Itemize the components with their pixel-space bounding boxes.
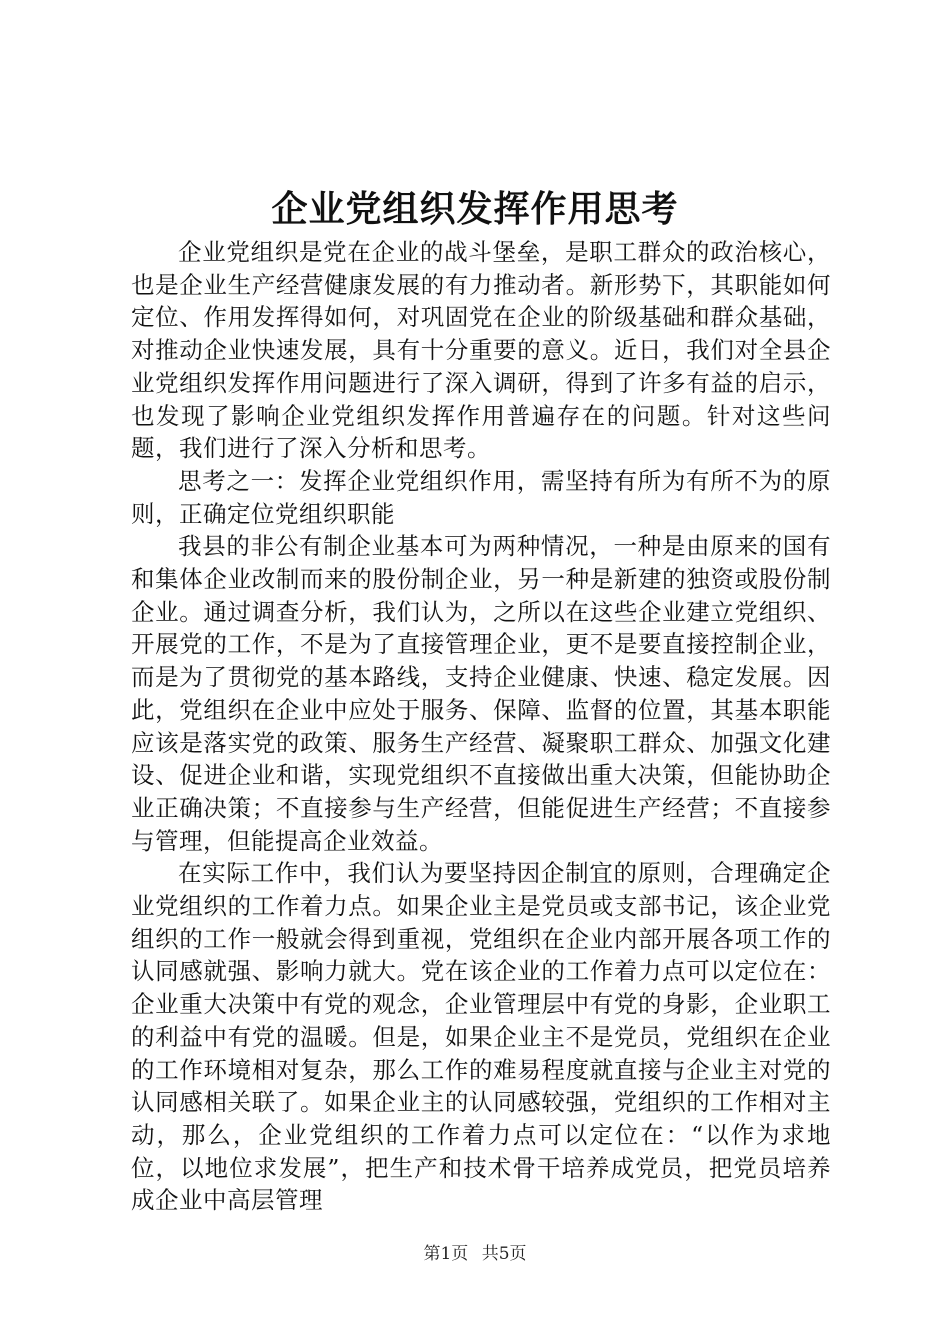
paragraph: 企业党组织是党在企业的战斗堡垒，是职工群众的政治核心，也是企业生产经营健康发展的有力推动者。新形势下，其职能如何定位、作用发挥得如何，对巩固党在企业的阶级基础和群众基础，对推动企业快速发展，具有十分重要的意义。近日，我们对全县企业党组织发挥作用问题进行了深入调研，得到了许多有益的启示，也发现了影响企业党组织发挥作用普遍存在的问题。针对这些问题，我们进行了深入分析和思考。 bbox=[131, 238, 831, 463]
document-title: 企业党组织发挥作用思考 bbox=[271, 188, 679, 230]
paragraph: 我县的非公有制企业基本可为两种情况，一种是由原来的国有和集体企业改制而来的股份制企业，另一种是新建的独资或股份制企业。通过调查分析，我们认为，之所以在这些企业建立党组织、开展党的工作，不是为了直接管理企业，更不是要直接控制企业，而是为了贯彻党的基本路线，支持企业健康、快速、稳定发展。因此，党组织在企业中应处于服务、保障、监督的位置，其基本职能应该是落实党的政策、服务生产经营、凝聚职工群众、加强文化建设、促进企业和谐，实现党组织不直接做出重大决策，但能协助企业正确决策；不直接参与生产经营，但能促进生产经营；不直接参与管理，但能提高企业效益。 bbox=[131, 532, 831, 855]
page-footer bbox=[0, 1242, 950, 1266]
page-number: 第1页 bbox=[423, 1244, 469, 1264]
page-total: 共5页 bbox=[481, 1244, 527, 1264]
document-body bbox=[131, 236, 831, 1217]
paragraph: 在实际工作中，我们认为要坚持因企制宜的原则，合理确定企业党组织的工作着力点。如果企业主是党员或支部书记，该企业党组织的工作一般就会得到重视，党组织在企业内部开展各项工作的认同感就强、影响力就大。党在该企业的工作着力点可以定位在：企业重大决策中有党的观念，企业管理层中有党的身影，企业职工的利益中有党的温暖。但是，如果企业主不是党员，党组织在企业的工作环境相对复杂，那么工作的难易程度就直接与企业主对党的认同感相关联了。如果企业主的认同感较强，党组织的工作相对主动，那么，企业党组织的工作着力点可以定位在：“以作为求地位，以地位求发展”，把生产和技术骨干培养成党员，把党员培养成企业中高层管理 bbox=[131, 859, 831, 1215]
section-heading: 思考之一：发挥企业党组织作用，需坚持有所为有所不为的原则，正确定位党组织职能 bbox=[131, 466, 831, 528]
